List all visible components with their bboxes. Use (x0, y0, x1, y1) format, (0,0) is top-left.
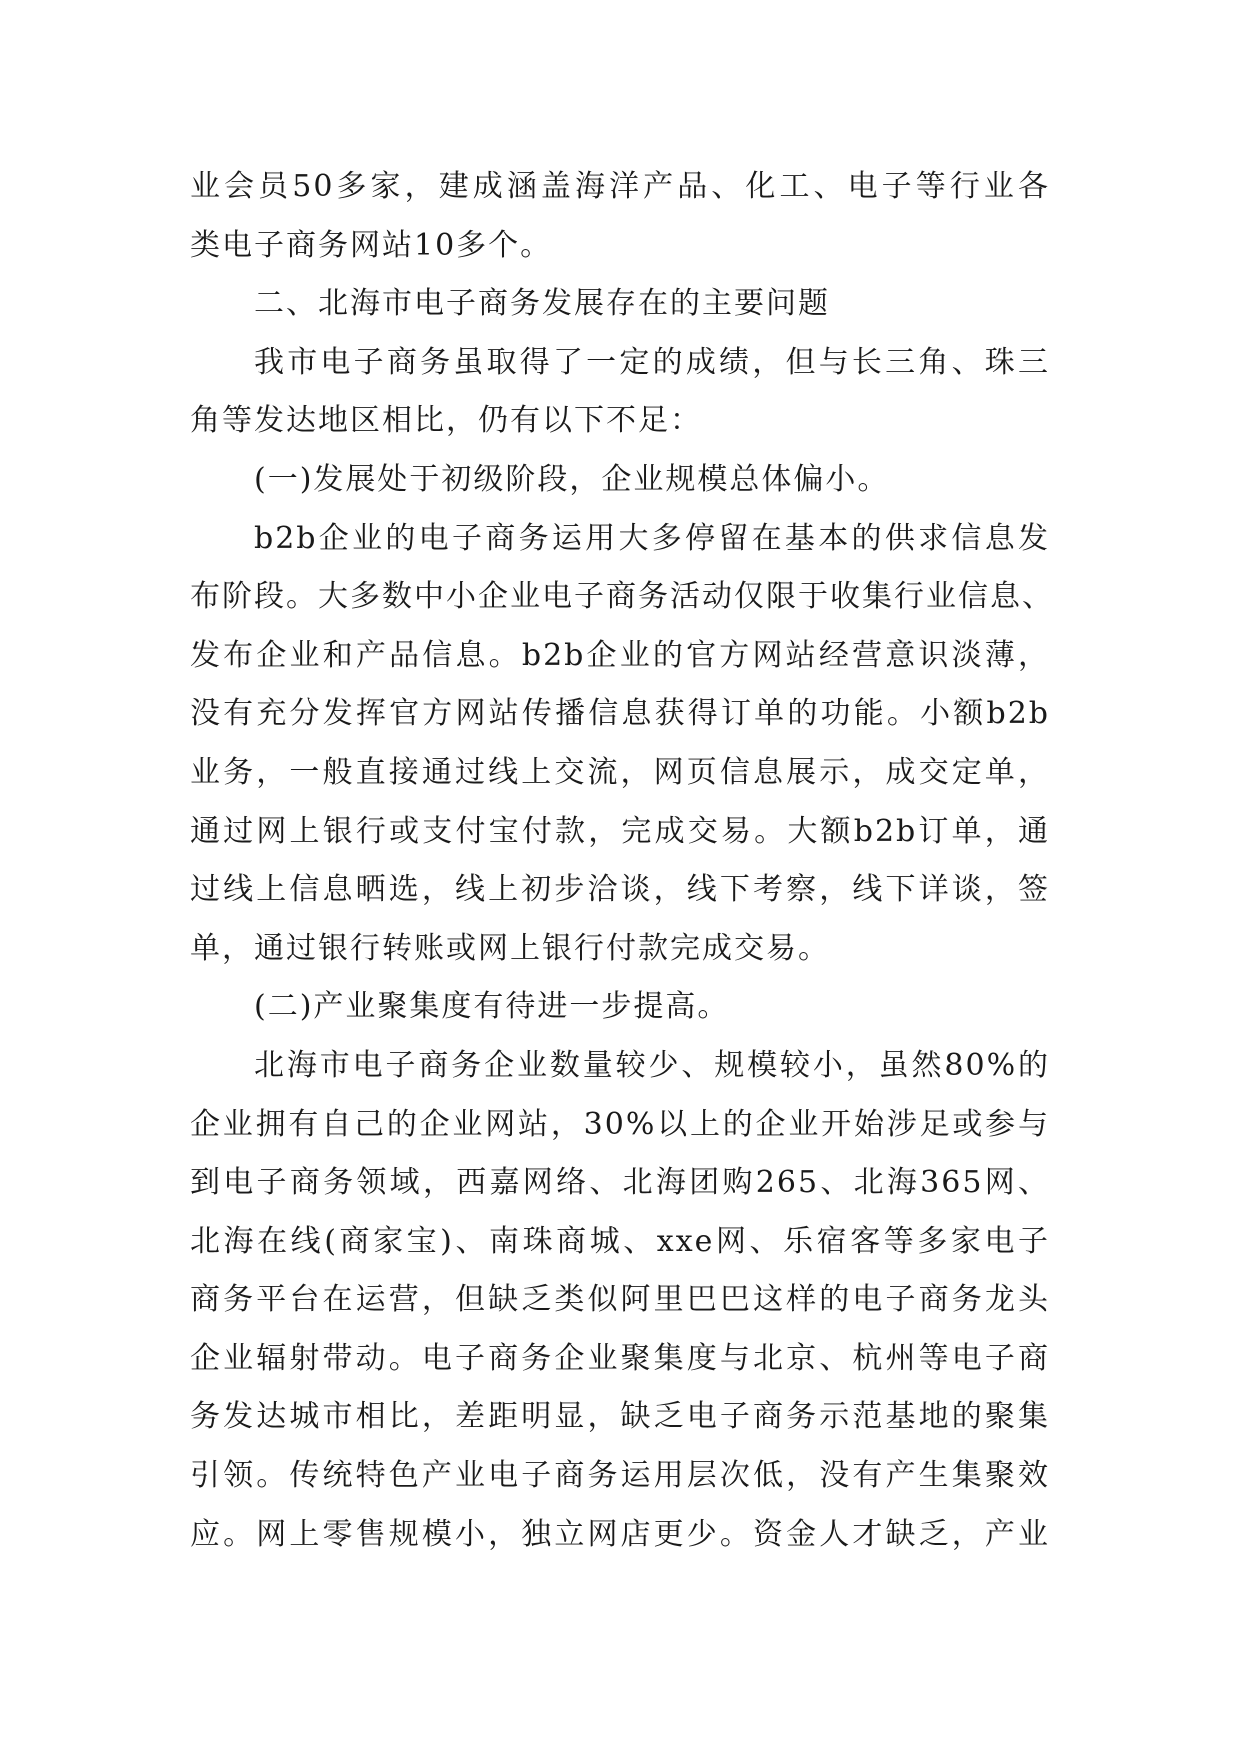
text-line: 角等发达地区相比，仍有以下不足： (190, 403, 702, 439)
text-line: 到电子商务领域，西嘉网络、北海团购265、北海365网、 (190, 1165, 1050, 1201)
text-line: 企业拥有自己的企业网站，30%以上的企业开始涉足或参与 (190, 1106, 1050, 1142)
text-line: 类电子商务网站10多个。 (190, 227, 553, 263)
text-line: 我市电子商务虽取得了一定的成绩，但与长三角、珠三 (254, 344, 1050, 380)
text-line: 务发达城市相比，差距明显，缺乏电子商务示范基地的聚集 (190, 1399, 1050, 1435)
text-line: 没有充分发挥官方网站传播信息获得订单的功能。小额b2b (190, 696, 1050, 732)
section-heading: 二、北海市电子商务发展存在的主要问题 (254, 286, 830, 322)
text-line: 单，通过银行转账或网上银行付款完成交易。 (190, 930, 830, 966)
text-line: b2b企业的电子商务运用大多停留在基本的供求信息发 (254, 520, 1050, 556)
text-line: 过线上信息晒选，线上初步洽谈，线下考察，线下详谈，签 (190, 872, 1050, 908)
text-line: 业务，一般直接通过线上交流，网页信息展示，成交定单， (190, 754, 1050, 790)
text-line: 企业辐射带动。电子商务企业聚集度与北京、杭州等电子商 (190, 1340, 1050, 1376)
text-line: 引领。传统特色产业电子商务运用层次低，没有产生集聚效 (190, 1458, 1050, 1494)
text-line: 北海在线(商家宝)、南珠商城、xxe网、乐宿客等多家电子 (190, 1223, 1050, 1259)
text-line: 北海市电子商务企业数量较少、规模较小，虽然80%的 (254, 1047, 1050, 1083)
text-line: 商务平台在运营，但缺乏类似阿里巴巴这样的电子商务龙头 (190, 1282, 1050, 1318)
subsection-heading: (一)发展处于初级阶段，企业规模总体偏小。 (254, 461, 890, 497)
text-line: 发布企业和产品信息。b2b企业的官方网站经营意识淡薄， (190, 637, 1050, 673)
text-line: 应。网上零售规模小，独立网店更少。资金人才缺乏，产业 (190, 1516, 1050, 1552)
text-line: 布阶段。大多数中小企业电子商务活动仅限于收集行业信息、 (190, 579, 1054, 615)
document-body (190, 158, 1054, 1564)
text-line: 业会员50多家，建成涵盖海洋产品、化工、电子等行业各 (190, 169, 1050, 204)
subsection-heading: (二)产业聚集度有待进一步提高。 (254, 989, 730, 1025)
text-line: 通过网上银行或支付宝付款，完成交易。大额b2b订单，通 (190, 813, 1050, 849)
